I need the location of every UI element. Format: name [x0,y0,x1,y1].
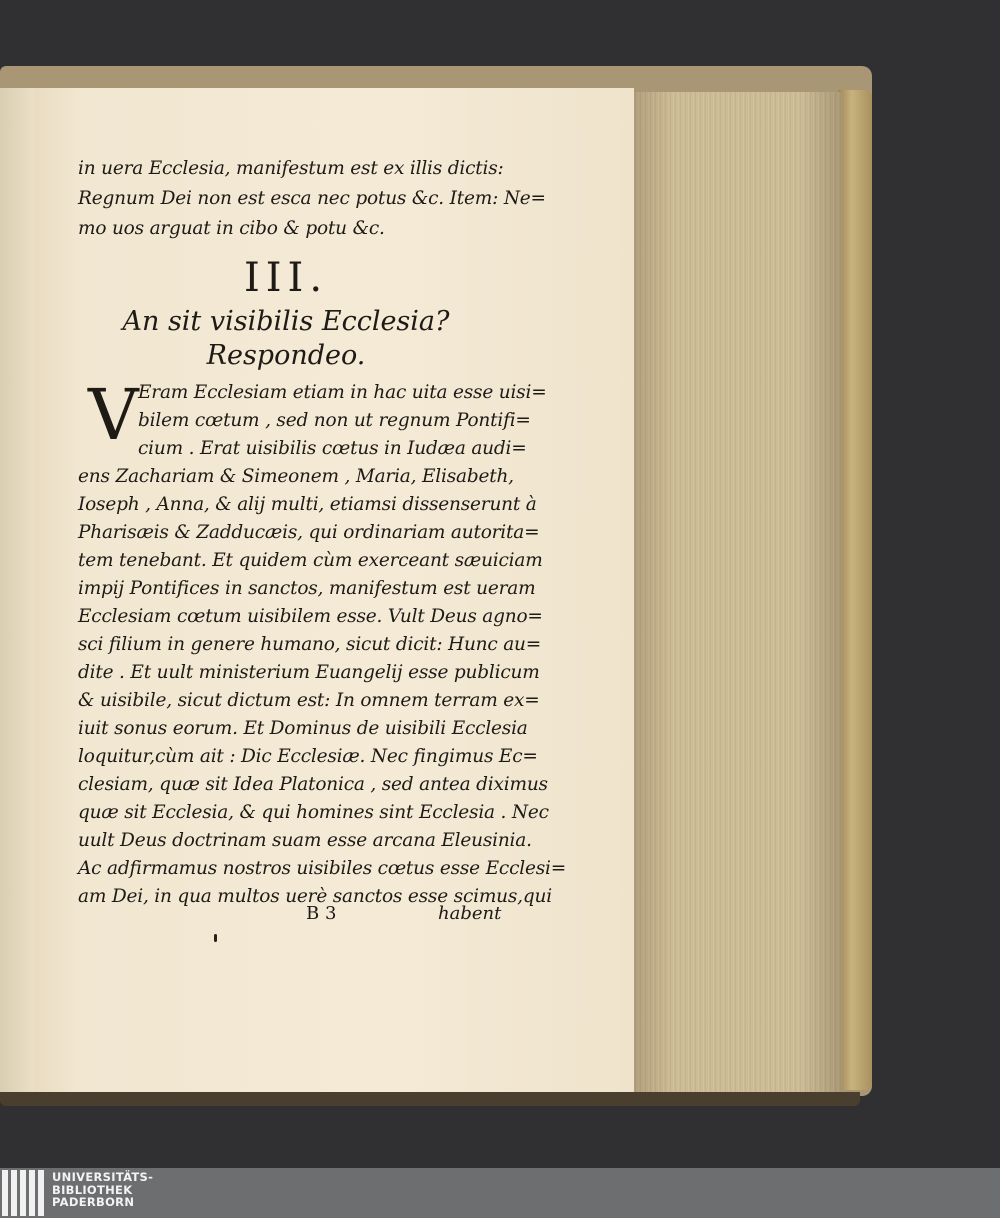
top-line: in uera Ecclesia, manifestum est ex illis dictis: [78,158,504,179]
body-line: tem tenebant. Et quidem cùm exerceant sæuiciam [78,550,543,571]
top-line: Regnum Dei non est esca nec potus &c. Item: Ne= [78,188,546,209]
library-logo-text [52,1171,153,1209]
section-number: III. [243,255,329,301]
body-line: clesiam, quæ sit Idea Platonica , sed antea diximus [78,774,548,795]
body-line: loquitur,cùm ait : Dic Ecclesiæ. Nec fingimus Ec= [78,746,538,767]
book-bottom-edge [0,1092,860,1106]
body-line: dite . Et uult ministerium Euangelij esse publicum [78,662,540,683]
body-line: impij Pontifices in sanctos, manifestum est ueram [78,578,536,599]
body-line: Ioseph , Anna, & alij multi, etiamsi dissenserunt à [78,494,537,515]
body-line: iuit sonus eorum. Et Dominus de uisibili Ecclesia [78,718,528,739]
body-line: Pharisæis & Zadducæis, qui ordinariam autorita= [78,522,540,543]
body-line: bilem cœtum , sed non ut regnum Pontifi= [138,410,531,431]
book-fore-edge-shade [632,92,842,1092]
body-line: Ac adfirmamus nostros uisibiles cœtus esse Ecclesi= [78,858,567,879]
body-line: Eram Ecclesiam etiam in hac uita esse uisi= [138,382,547,403]
body-line: & uisibile, sicut dictum est: In omnem terram ex= [78,690,540,711]
body-line: sci filium in genere humano, sicut dicit: Hunc au= [78,634,542,655]
signature-mark: B 3 [306,903,337,924]
body-line: quæ sit Ecclesia, & qui homines sint Ecclesia . Nec [78,802,549,823]
library-logo-icon [2,1170,44,1216]
body-line: Ecclesiam cœtum uisibilem esse. Vult Deus agno= [78,606,543,627]
drop-cap: V [88,374,139,456]
catchword: habent [438,903,502,924]
logo-line: UNIVERSITÄTS- [52,1170,154,1184]
body-line: am Dei, in qua multos uerè sanctos esse scimus,qui [78,886,552,907]
answer-heading: Respondeo. [206,340,366,371]
left-page-edge [0,88,36,1093]
ink-speck [214,934,217,942]
logo-line: PADERBORN [52,1195,135,1209]
body-line: ens Zachariam & Simeonem , Maria, Elisabeth, [78,466,514,487]
logo-line: BIBLIOTHEK [52,1182,133,1197]
body-line: uult Deus doctrinam suam esse arcana Eleusinia. [78,830,532,851]
book-cover-edge [838,90,872,1090]
section-question: An sit visibilis Ecclesia? [122,306,450,337]
body-line: cium . Erat uisibilis cœtus in Iudæa audi= [138,438,527,459]
top-line: mo uos arguat in cibo & potu &c. [78,218,385,239]
